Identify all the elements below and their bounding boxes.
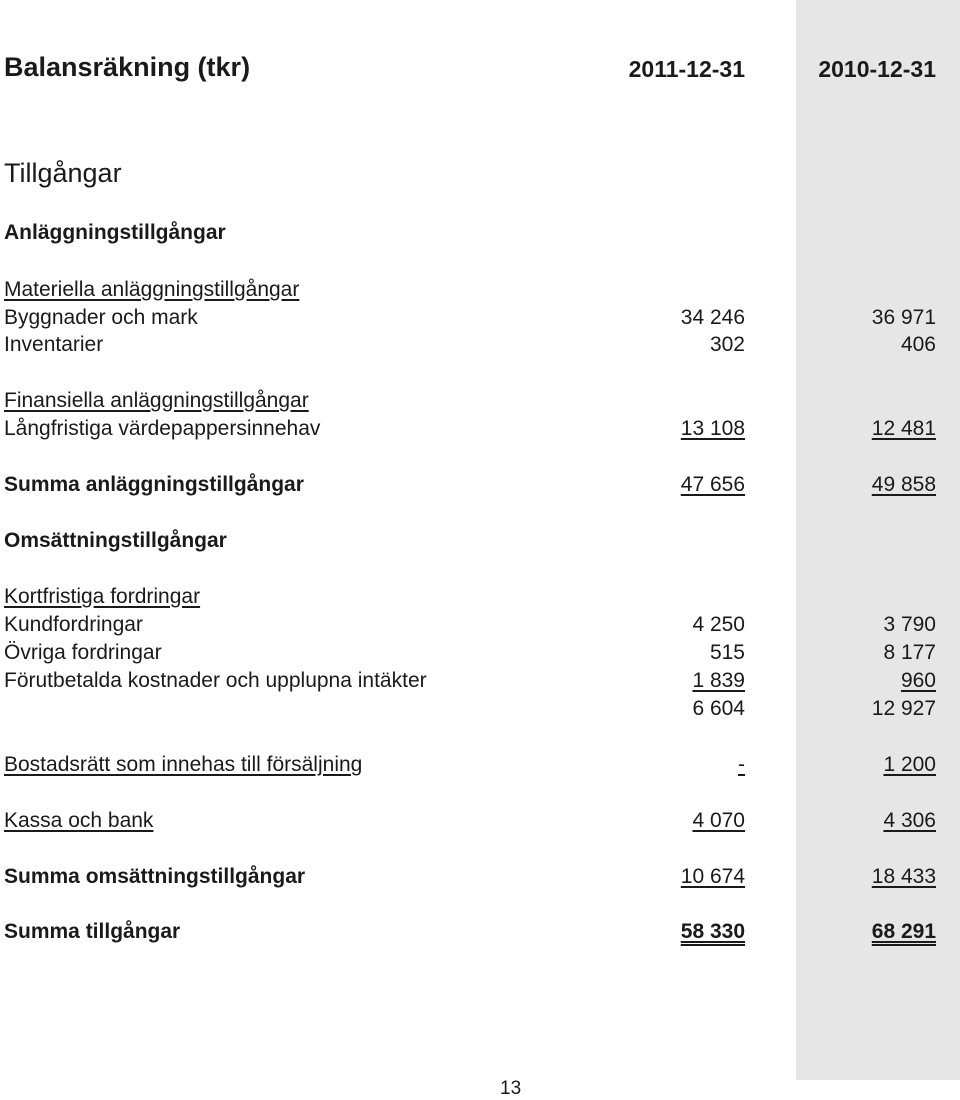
row-label-inventarier: Inventarier <box>4 333 104 356</box>
current-assets-total-2011: 10 674 <box>680 865 745 888</box>
current-assets-total-label: Summa omsättningstillgångar <box>4 865 306 888</box>
receivables-subtotal-2011: 6 604 <box>692 697 745 720</box>
row-value-bostadsratt-2011: - <box>738 753 745 776</box>
row-value-kundfordringar-2011: 4 250 <box>692 613 745 636</box>
row-label-vardepapper: Långfristiga värdepappersinnehav <box>4 417 321 440</box>
current-assets-heading: Omsättningstillgångar <box>4 529 227 552</box>
row-label-ovriga: Övriga fordringar <box>4 641 162 664</box>
row-value-vardepapper-2010: 12 481 <box>871 417 936 440</box>
fixed-assets-total-2010: 49 858 <box>871 473 936 496</box>
grand-total-label: Summa tillgångar <box>4 920 181 943</box>
row-value-vardepapper-2011: 13 108 <box>680 417 745 440</box>
row-value-byggnader-2011: 34 246 <box>680 306 745 329</box>
row-label-forutbetalda: Förutbetalda kostnader och upplupna intäkter <box>4 669 427 692</box>
fixed-assets-total-2011: 47 656 <box>680 473 745 496</box>
row-value-kassa-2011: 4 070 <box>692 809 745 832</box>
fixed-assets-heading: Anläggningstillgångar <box>4 221 226 244</box>
current-assets-total-2010: 18 433 <box>871 865 936 888</box>
row-label-byggnader: Byggnader och mark <box>4 306 198 329</box>
row-value-forutbetalda-2010: 960 <box>900 669 936 692</box>
tangible-assets-heading: Materiella anläggningstillgångar <box>4 278 300 301</box>
column-header-2010: 2010-12-31 <box>818 56 936 82</box>
section-title: Tillgångar <box>4 158 122 188</box>
column-header-2011: 2011-12-31 <box>628 56 745 82</box>
row-value-inventarier-2010: 406 <box>900 333 936 356</box>
row-value-bostadsratt-2010: 1 200 <box>883 753 936 776</box>
fixed-assets-total-label: Summa anläggningstillgångar <box>4 473 304 496</box>
row-value-inventarier-2011: 302 <box>709 333 745 356</box>
financial-assets-heading: Finansiella anläggningstillgångar <box>4 389 309 412</box>
short-term-receivables-heading: Kortfristiga fordringar <box>4 585 201 608</box>
comparison-column-shading <box>796 0 960 1080</box>
row-label-kassa: Kassa och bank <box>4 809 154 832</box>
grand-total-2010: 68 291 <box>871 920 936 943</box>
receivables-subtotal-2010: 12 927 <box>871 697 936 720</box>
row-value-forutbetalda-2011: 1 839 <box>692 669 745 692</box>
row-label-kundfordringar: Kundfordringar <box>4 613 143 636</box>
page-number: 13 <box>500 1078 522 1099</box>
row-value-byggnader-2010: 36 971 <box>871 306 936 329</box>
row-value-ovriga-2010: 8 177 <box>883 641 936 664</box>
row-value-kassa-2010: 4 306 <box>883 809 936 832</box>
row-value-ovriga-2011: 515 <box>709 641 745 664</box>
row-label-bostadsratt: Bostadsrätt som innehas till försäljning <box>4 753 363 776</box>
grand-total-2011: 58 330 <box>680 920 745 943</box>
page-title: Balansräkning (tkr) <box>4 52 251 82</box>
row-value-kundfordringar-2010: 3 790 <box>883 613 936 636</box>
